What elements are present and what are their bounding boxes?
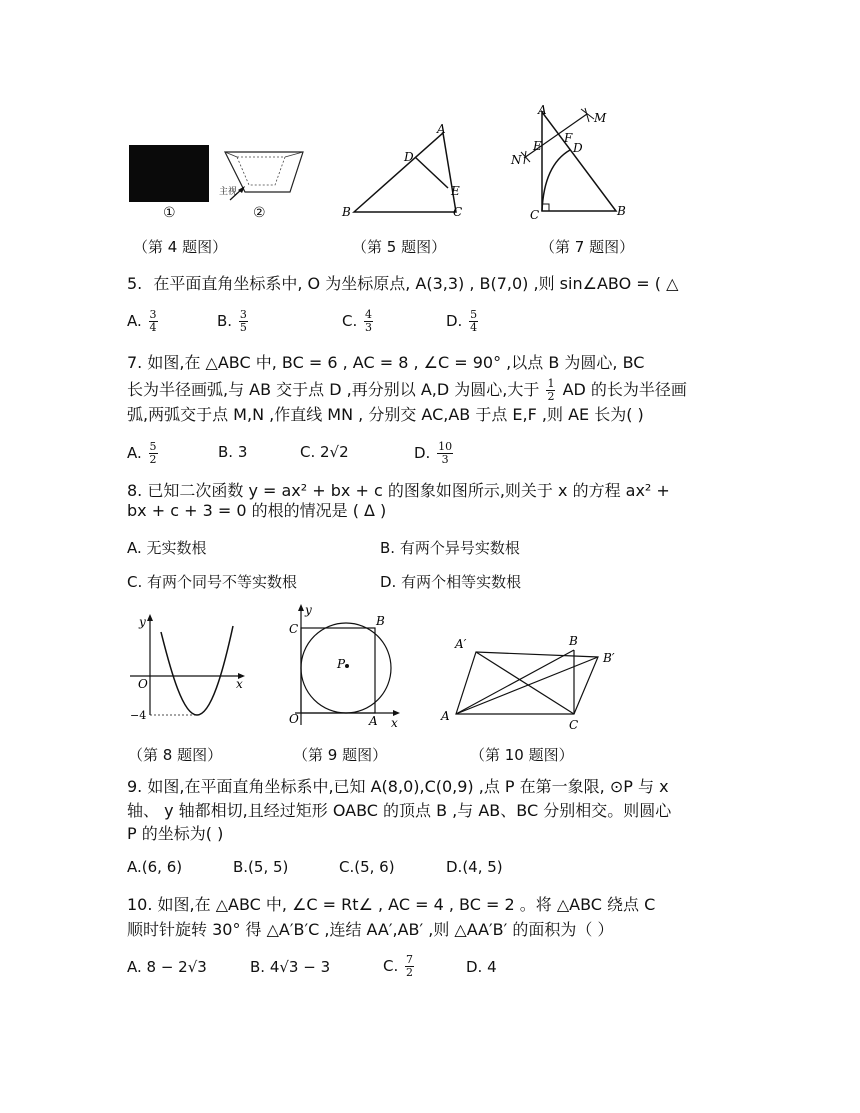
- q7-option-a: A. $\frac{5}{2}$: [127, 440, 157, 466]
- fig10-caption: （第 10 题图）: [470, 746, 574, 764]
- q9-option-b: B.(5, 5): [233, 858, 289, 876]
- fig8-label-minus4: −4: [130, 709, 147, 722]
- fig5-label-D: D: [404, 150, 414, 164]
- figure-5: [340, 120, 470, 225]
- fig7-label-E: E: [533, 139, 542, 153]
- q10-option-d: D. 4: [466, 958, 497, 976]
- q5-text: [127, 274, 678, 294]
- fig10-label-C: C: [569, 718, 579, 732]
- figure-9: [283, 600, 408, 735]
- fig9-label-x: x: [391, 716, 398, 730]
- fig8-caption: （第 8 题图）: [128, 746, 223, 764]
- fig10-label-A: A: [441, 709, 450, 723]
- fig7-label-M: M: [594, 111, 607, 125]
- q5-option-a: A. $\frac{3}{4}$: [127, 308, 157, 334]
- fig7-label-A: A: [538, 103, 547, 117]
- q5-option-d: D. $\frac{5}{4}$: [446, 308, 478, 334]
- fig7-caption: （第 7 题图）: [540, 238, 635, 256]
- fig7-label-F: F: [564, 131, 573, 145]
- q8-line-1: 8. 已知二次函数 y = ax² + bx + c 的图象如图所示,则关于 x 的方程 ax² +: [127, 481, 670, 500]
- q10-option-a: A. 8 − 2√3: [127, 958, 207, 976]
- q9-line-1: 9. 如图,在平面直角坐标系中,已知 A(8,0),C(0,9) ,点 P 在第一象限, ⊙P 与 x: [127, 777, 669, 796]
- q5-number: 5.: [127, 274, 143, 293]
- figure-10: [435, 630, 635, 735]
- q5-option-d-frac: $\frac{5}{4}$: [470, 308, 478, 334]
- q9-option-d: D.(4, 5): [446, 858, 503, 876]
- figure-7: [500, 100, 640, 225]
- q5-option-c-frac: $\frac{4}{3}$: [365, 308, 373, 334]
- q7-half-frac: $\frac{1}{2}$: [547, 377, 555, 403]
- q8-line-2: bx + c + 3 = 0 的根的情况是 ( Δ ): [127, 501, 387, 520]
- fig7-label-N: N: [511, 153, 522, 167]
- fig7-label-B: B: [617, 204, 626, 218]
- fig8-label-x: x: [236, 677, 243, 691]
- q7-option-c: C. 2√2: [300, 443, 349, 461]
- fig9-label-y: y: [305, 603, 312, 617]
- q10-option-b: B. 4√3 − 3: [250, 958, 331, 976]
- fig9-label-A: A: [369, 714, 378, 728]
- q7-line-1: 7. 如图,在 △ABC 中, BC = 6 , AC = 8 , ∠C = 90° ,以点 B 为圆心, BC: [127, 353, 645, 372]
- fig8-label-y: y: [139, 615, 146, 629]
- fig5-label-A: A: [437, 122, 446, 136]
- q7-line-2: 长为半径画弧,与 AB 交于点 D ,再分别以 A,D 为圆心,大于 $\frac{1}{2}$ AD 的长为半径画: [127, 377, 687, 403]
- fig10-label-A-prime: A′: [455, 637, 467, 651]
- q10-line-1: 10. 如图,在 △ABC 中, ∠C = Rt∠ , AC = 4 , BC = 2 。将 △ABC 绕点 C: [127, 895, 656, 914]
- fig7-label-C: C: [530, 208, 540, 222]
- q9-option-a: A.(6, 6): [127, 858, 183, 876]
- fig9-label-O: O: [289, 712, 299, 726]
- figure-8: [125, 612, 255, 727]
- fig9-label-C: C: [289, 622, 299, 636]
- q7-option-b: B. 3: [218, 443, 248, 461]
- q10-option-c: C. $\frac{7}{2}$: [383, 953, 414, 979]
- fig4-caption: （第 4 题图）: [133, 238, 228, 256]
- fig5-label-B: B: [342, 205, 351, 219]
- q8-option-a: A. 无实数根: [127, 539, 207, 557]
- figure-4: [125, 140, 320, 225]
- q8-option-c: C. 有两个同号不等实数根: [127, 573, 298, 591]
- q8-option-d: D. 有两个相等实数根: [380, 573, 522, 591]
- fig9-label-B: B: [376, 614, 385, 628]
- q5-body: 在平面直角坐标系中, O 为坐标原点, A(3,3) , B(7,0) ,则 sin∠ABO = ( △: [153, 274, 679, 293]
- fig10-label-B-prime: B′: [603, 651, 615, 665]
- fig5-label-E: E: [451, 184, 460, 198]
- q5-option-b-frac: $\frac{3}{5}$: [239, 308, 247, 334]
- fig10-label-B: B: [569, 634, 578, 648]
- q9-line-2: 轴、 y 轴都相切,且经过矩形 OABC 的顶点 B ,与 AB、BC 分别相交。则圆心: [127, 801, 672, 820]
- q7-line-3: 弧,两弧交于点 M,N ,作直线 MN , 分别交 AC,AB 于点 E,F ,则 AE 长为( ): [127, 405, 644, 424]
- fig9-label-P: P: [337, 657, 346, 671]
- q10-line-2: 顺时针旋转 30° 得 △A′B′C ,连结 AA′,AB′ ,则 △AA′B′ 的面积为（ ）: [127, 920, 614, 939]
- fig4-label-1: ①: [163, 205, 176, 221]
- fig4-view-label: 主视: [219, 187, 238, 197]
- fig8-label-O: O: [138, 677, 148, 691]
- fig4-label-2: ②: [253, 205, 266, 221]
- q5-option-b: B. $\frac{3}{5}$: [217, 308, 247, 334]
- q5-option-a-frac: $\frac{3}{4}$: [149, 308, 157, 334]
- q8-option-b: B. 有两个异号实数根: [380, 539, 520, 557]
- fig5-caption: （第 5 题图）: [352, 238, 447, 256]
- fig7-label-D: D: [573, 141, 583, 155]
- fig5-label-C: C: [453, 205, 463, 219]
- q7-option-d: D. $\frac{10}{3}$: [414, 440, 453, 466]
- q9-option-c: C.(5, 6): [339, 858, 395, 876]
- fig9-caption: （第 9 题图）: [293, 746, 388, 764]
- q5-option-c: C. $\frac{4}{3}$: [342, 308, 373, 334]
- fig4-frustum-diagram: [125, 140, 320, 225]
- q9-line-3: P 的坐标为( ): [127, 824, 224, 843]
